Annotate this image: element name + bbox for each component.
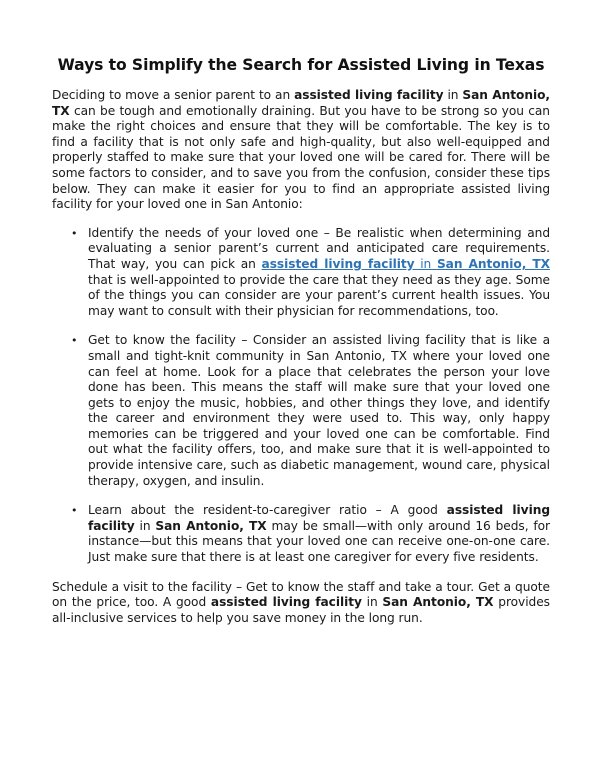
bullet-icon: • xyxy=(71,504,78,518)
tips-list xyxy=(52,226,550,566)
intro-bold-location: San Antonio, TX xyxy=(52,88,550,118)
link-text-in: in xyxy=(414,256,437,271)
closing-text-2: in xyxy=(361,595,383,610)
intro-text-1: Deciding to move a senior parent to an xyxy=(52,88,295,102)
closing-text-3: provides all-inclusive services to help you save money in the long run. xyxy=(52,595,550,625)
bullet-icon: • xyxy=(71,334,78,348)
tip-3-bold-facility: assisted living facility xyxy=(88,503,550,533)
list-item xyxy=(71,225,550,320)
closing-bold-facility: assisted living facility xyxy=(210,595,362,610)
tip-3-text-3: may be small—with only around 16 beds, for instance—but this means that your loved one can receive one-on-one care. Just make sure that there is at least one caregiver for every five residents. xyxy=(88,518,550,565)
intro-bold-facility: assisted living facility xyxy=(294,88,444,102)
intro-text-2: in xyxy=(443,88,463,102)
closing-text-1: Schedule a visit to the facility – Get to know the staff and take a tour. Get a quote on the price, too. A good xyxy=(52,579,550,610)
intro-text-3: can be tough and emotionally draining. But you have to be strong so you can make the right choices and ensure that they will be comfortable. The key is to find a facility that is not only safe and high-quality, but also well-equipped and properly staffed to make sure that your loved one will be cared for. There will be some factors to consider, and to save you from the confusion, consider these tips below. They can make it easier for you to find an appropriate assisted living facility for your loved one in San Antonio: xyxy=(52,103,550,212)
tip-1-text-2: that is well-appointed to provide the care that they need as they age. Some of the things you can consider are your parent’s current health issues. You may want to consult with their physician for recommendations, too. xyxy=(88,272,550,318)
tip-3-bold-location: San Antonio, TX xyxy=(155,518,267,533)
list-item xyxy=(71,503,550,565)
document-page xyxy=(52,56,550,626)
link-text-facility: assisted living facility xyxy=(261,256,415,271)
tip-3-text-1: Learn about the resident-to-caregiver ratio – A good xyxy=(88,503,447,518)
closing-bold-location: San Antonio, TX xyxy=(382,595,494,610)
intro-paragraph xyxy=(52,88,550,213)
bullet-icon: • xyxy=(71,226,78,240)
list-item xyxy=(71,333,550,489)
tip-3-text-2: in xyxy=(134,518,156,533)
tip-2-text: Get to know the facility – Consider an assisted living facility that is like a small and tight-knit community in San Antonio, TX where your loved one can feel at home. Look for a place that celebrates the person your love done has been. This means the staff will make sure that your loved one gets to enjoy the music, hobbies, and other things they love, and identify the career and environment they were used to. This way, only happy memories can be triggered and your loved one can be comfortable. Find out what the facility offers, too, and make sure that it is well-appointed to provide intensive care, such as diabetic management, wound care, physical therapy, oxygen, and insulin. xyxy=(88,333,550,488)
closing-paragraph xyxy=(52,580,550,627)
assisted-living-link[interactable] xyxy=(262,257,550,271)
tip-1-text-1: Identify the needs of your loved one – Be realistic when determining and evaluating a senior parent’s current and anticipated care requirements. That way, you can pick an xyxy=(88,225,550,271)
link-text-location: San Antonio, TX xyxy=(436,256,550,271)
page-title: Ways to Simplify the Search for Assisted Living in Texas xyxy=(57,56,545,74)
